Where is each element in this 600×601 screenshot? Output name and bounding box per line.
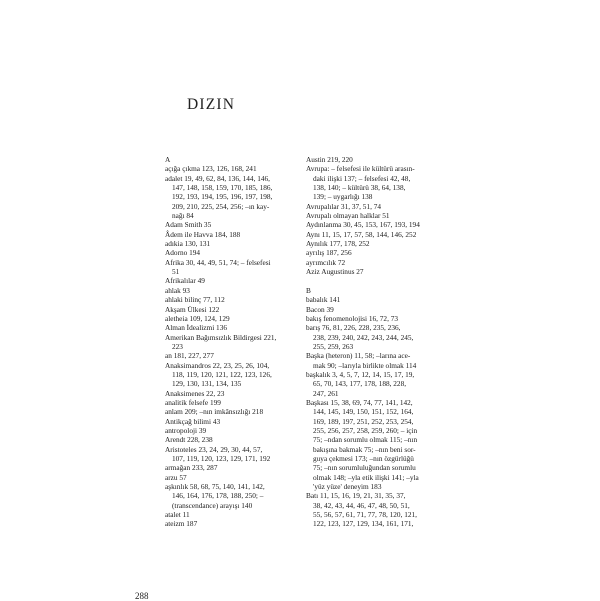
index-entry: bakış fenomenolojisi 16, 72, 73 [306, 313, 399, 323]
index-entry: Afrika 30, 44, 49, 51, 74; – felsefesi [165, 257, 271, 267]
index-entry: Başka (heteron) 11, 58; –larına ace- [306, 351, 411, 361]
index-entry: Avrupa: – felsefesi ile kültürü arasın- [306, 164, 415, 174]
index-entry: ateizm 187 [165, 519, 198, 529]
index-entry: antropoloji 39 [165, 425, 207, 435]
index-entry: açığa çıkma 123, 126, 168, 241 [165, 164, 257, 174]
index-entry: Avrupalılar 31, 37, 51, 74 [306, 201, 382, 211]
index-entry-continuation: 75; –ndan sorumlu olmak 115; –nın [313, 435, 418, 445]
index-entry: Akşam Ülkesi 122 [165, 304, 220, 314]
index-entry-continuation: nağı 84 [172, 211, 194, 221]
index-entry-continuation: 51 [172, 267, 180, 277]
index-entry-continuation: 223 [172, 341, 183, 351]
index-entry-continuation: 139; – uygarlığı 138 [313, 192, 373, 202]
index-entry: an 181, 227, 277 [165, 351, 214, 361]
index-title: DIZIN [187, 96, 236, 113]
index-entry: ahlaki bilinç 77, 112 [165, 295, 225, 305]
index-entry-continuation: (transcendance) arayışı 140 [172, 500, 253, 510]
index-entry: Başkası 15, 38, 69, 74, 77, 141, 142, [306, 397, 413, 407]
index-entry-continuation: 146, 164, 176, 178, 188, 250; – [172, 491, 264, 501]
index-entry-continuation: mak 90; –larıyla birlikte olmak 114 [313, 360, 417, 370]
index-entry-continuation: 144, 145, 149, 150, 151, 152, 164, [313, 407, 414, 417]
index-entry-continuation: daki ilişki 137; – felsefesi 42, 48, [313, 173, 411, 183]
index-entry: Aristoteles 23, 24, 29, 30, 44, 57, [165, 444, 263, 454]
index-entry-continuation: 118, 119, 120, 121, 122, 123, 126, [172, 369, 272, 379]
index-entry: Amerikan Bağımsızlık Bildirgesi 221, [165, 332, 277, 342]
section-letter: A [165, 155, 171, 164]
index-entry-continuation: 247, 261 [313, 388, 339, 398]
index-entry: aşkınlık 58, 68, 75, 140, 141, 142, [165, 482, 265, 492]
index-entry: arzu 57 [165, 472, 187, 482]
section-letter: B [306, 285, 311, 295]
index-entry: Arendt 228, 238 [165, 435, 213, 445]
index-entry-continuation: 38, 42, 43, 44, 46, 47, 48, 50, 51, [313, 500, 410, 510]
index-entry-continuation: 238, 239, 240, 242, 243, 244, 245, [313, 332, 414, 342]
index-entry: aletheia 109, 124, 129 [165, 313, 230, 323]
index-entry: Afrikalılar 49 [165, 276, 205, 286]
index-entry-continuation: 65, 70, 143, 177, 178, 188, 228, [313, 379, 407, 389]
index-entry: ayrılış 187, 256 [306, 248, 352, 258]
index-entry: anlam 209; –nın imkânsızlığı 218 [165, 407, 264, 417]
index-entry: adalet 19, 49, 62, 84, 136, 144, 146, [165, 173, 270, 183]
index-entry-continuation: 129, 130, 131, 134, 135 [172, 379, 242, 389]
index-entry: armağan 233, 287 [165, 463, 218, 473]
index-entry: analitik felsefe 199 [165, 397, 221, 407]
section-gap [306, 276, 434, 285]
index-entry-continuation: 192, 193, 194, 195, 196, 197, 198, [172, 192, 273, 202]
index-entry-continuation: 'yüz yüze' deneyim 183 [313, 482, 382, 492]
index-entry: Aynı 11, 15, 17, 57, 58, 144, 146, 252 [306, 229, 417, 239]
index-entry-continuation: 107, 119, 120, 123, 129, 171, 192 [172, 454, 271, 463]
index-entry: Aydınlanma 30, 45, 153, 167, 193, 194 [306, 220, 420, 230]
index-entry: başkalık 3, 4, 5, 7, 12, 14, 15, 17, 19, [306, 369, 415, 379]
index-entry: Anaksimenes 22, 23 [165, 388, 225, 398]
index-column-right [306, 155, 434, 529]
index-entry: Adam Smith 35 [165, 220, 212, 230]
index-entry: Aziz Augustinus 27 [306, 267, 364, 277]
index-entry-continuation: 255, 256, 257, 258, 259, 260; – için [313, 425, 418, 435]
index-entry-continuation: 255, 259, 263 [313, 341, 354, 351]
index-entry-continuation: 122, 123, 127, 129, 134, 161, 171, [313, 519, 414, 529]
index-entry: Anaksimandros 22, 23, 25, 26, 104, [165, 360, 270, 370]
index-entry: Antikçağ bilimi 43 [165, 416, 221, 426]
index-entry-continuation: olmak 148; –yla etik ilişki 141; –yla [313, 472, 419, 482]
index-entry-continuation: 147, 148, 158, 159, 170, 185, 186, [172, 183, 273, 193]
index-entry: ahlak 93 [165, 285, 190, 295]
index-entry: Batı 11, 15, 16, 19, 21, 31, 35, 37, [306, 491, 406, 501]
index-entry: atalet 11 [165, 510, 190, 520]
page-number: 288 [135, 591, 149, 601]
index-entry-continuation: 55, 56, 57, 61, 71, 77, 78, 120, 121, [313, 510, 417, 520]
index-entry-continuation: 169, 189, 197, 251, 252, 253, 254, [313, 416, 414, 426]
index-entry-continuation: bakışına bakmak 75; –nın beni sor- [313, 444, 416, 454]
index-column-left [165, 155, 293, 529]
index-entry: Avrupalı olmayan halklar 51 [306, 211, 390, 221]
index-entry: Adorno 194 [165, 248, 201, 258]
index-entry-continuation: 209, 210, 225, 254, 256; –ın kay- [172, 201, 270, 211]
index-entry: ayrımcılık 72 [306, 257, 346, 267]
index-entry: Alman İdealizmi 136 [165, 323, 228, 333]
index-entry: Bacon 39 [306, 304, 334, 314]
index-entry: Aynılık 177, 178, 252 [306, 239, 370, 249]
index-entry: babalık 141 [306, 295, 341, 305]
index-entry: Âdem ile Havva 184, 188 [165, 229, 241, 239]
index-entry-continuation: 138, 140; – kültürü 38, 64, 138, [313, 183, 406, 193]
index-entry-continuation: 75; –nın sorumluluğundan sorumlu [313, 463, 416, 473]
index-entry-continuation: guya çekmesi 173; –nın özgürlüğü [313, 454, 414, 463]
index-entry: Austin 219, 220 [306, 155, 353, 164]
index-entry: barış 76, 81, 226, 228, 235, 236, [306, 323, 401, 333]
index-entry: adıkia 130, 131 [165, 239, 211, 249]
